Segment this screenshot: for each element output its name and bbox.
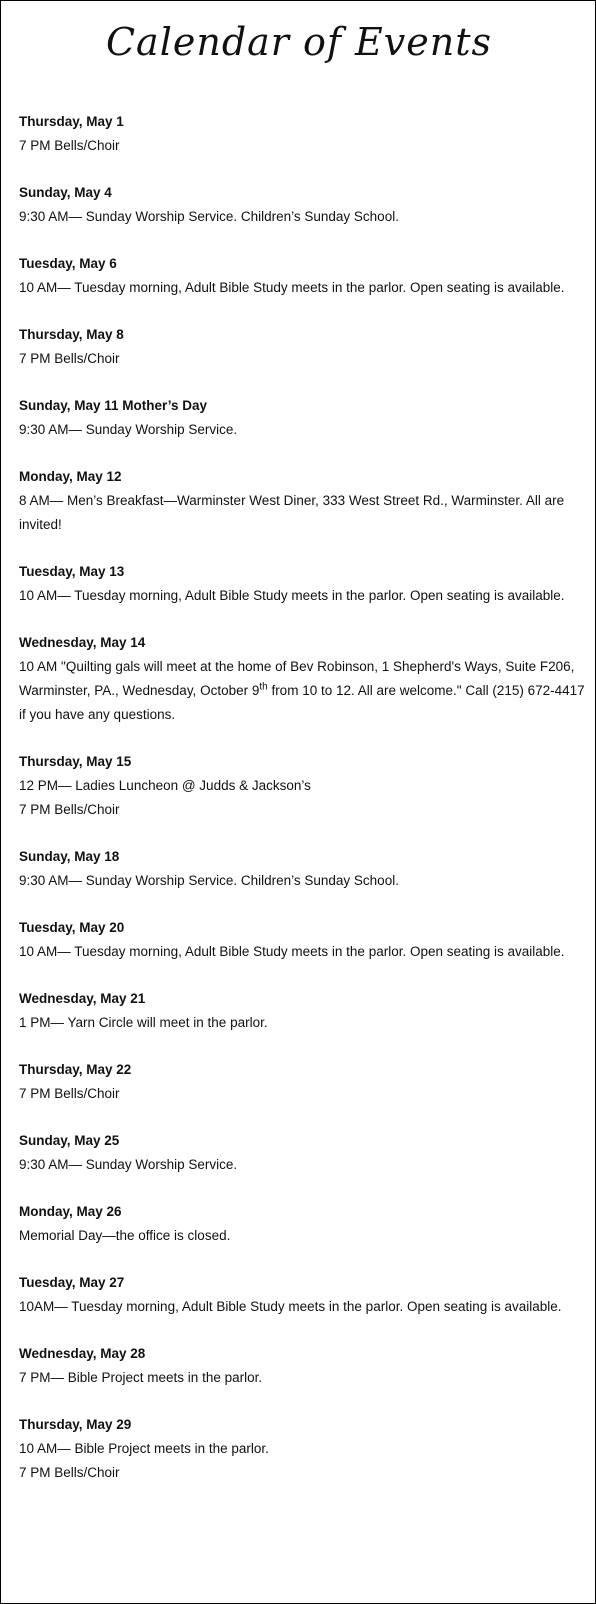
event-description: 10 AM— Tuesday morning, Adult Bible Study meets in the parlor. Open seating is available. bbox=[19, 588, 565, 603]
event-item bbox=[19, 916, 591, 964]
event-date: Thursday, May 29 bbox=[19, 1417, 132, 1432]
event-description: 9:30 AM— Sunday Worship Service. Children’s Sunday School. bbox=[19, 209, 399, 224]
event-date: Tuesday, May 27 bbox=[19, 1275, 125, 1290]
event-date: Thursday, May 1 bbox=[19, 114, 124, 129]
event-date: Wednesday, May 28 bbox=[19, 1346, 146, 1361]
ordinal-suffix: th bbox=[259, 681, 268, 693]
event-item bbox=[19, 1200, 591, 1248]
event-item bbox=[19, 987, 591, 1035]
event-description: 10 AM— Tuesday morning, Adult Bible Study meets in the parlor. Open seating is available. bbox=[19, 944, 565, 959]
event-item bbox=[19, 1129, 591, 1177]
event-date: Tuesday, May 13 bbox=[19, 564, 125, 579]
event-item bbox=[19, 1342, 591, 1390]
event-item bbox=[19, 1413, 591, 1485]
event-description: 8 AM— Men’s Breakfast—Warminster West Diner, 333 West Street Rd., Warminster. All are invited! bbox=[19, 493, 565, 532]
events-list bbox=[19, 110, 591, 1508]
event-item bbox=[19, 110, 591, 158]
event-description bbox=[19, 655, 591, 727]
event-item bbox=[19, 1271, 591, 1319]
event-date: Monday, May 26 bbox=[19, 1204, 122, 1219]
event-date: Thursday, May 8 bbox=[19, 327, 124, 342]
event-description: 10 AM— Bible Project meets in the parlor. bbox=[19, 1441, 269, 1456]
event-description: 10AM— Tuesday morning, Adult Bible Study meets in the parlor. Open seating is available. bbox=[19, 1299, 562, 1314]
event-description: 7 PM Bells/Choir bbox=[19, 802, 120, 817]
event-description: Memorial Day—the office is closed. bbox=[19, 1228, 231, 1243]
event-description: 9:30 AM— Sunday Worship Service. bbox=[19, 1157, 238, 1172]
event-description-text: 10 AM "Quilting gals will meet at the home of Bev Robinson, 1 Shepherd's Ways, Suite F206, Warminster, PA., Wednesday, October 9 bbox=[19, 659, 575, 698]
event-description: 12 PM— Ladies Luncheon @ Judds & Jackson’s bbox=[19, 778, 311, 793]
event-description: 10 AM— Tuesday morning, Adult Bible Study meets in the parlor. Open seating is available. bbox=[19, 280, 565, 295]
event-date: Sunday, May 18 bbox=[19, 849, 120, 864]
event-item bbox=[19, 750, 591, 822]
page-title: Calendar of Events bbox=[105, 20, 493, 64]
event-date: Sunday, May 11 Mother’s Day bbox=[19, 398, 208, 413]
event-item bbox=[19, 252, 591, 300]
event-item bbox=[19, 560, 591, 608]
event-description: 7 PM Bells/Choir bbox=[19, 351, 120, 366]
event-date: Wednesday, May 21 bbox=[19, 991, 146, 1006]
event-description: 9:30 AM— Sunday Worship Service. bbox=[19, 422, 238, 437]
event-date: Thursday, May 22 bbox=[19, 1062, 132, 1077]
event-description: 7 PM— Bible Project meets in the parlor. bbox=[19, 1370, 263, 1385]
event-date: Wednesday, May 14 bbox=[19, 635, 146, 650]
event-description: 7 PM Bells/Choir bbox=[19, 1086, 120, 1101]
event-item bbox=[19, 631, 591, 727]
event-item bbox=[19, 323, 591, 371]
event-date: Sunday, May 25 bbox=[19, 1133, 120, 1148]
event-description: 7 PM Bells/Choir bbox=[19, 138, 120, 153]
event-item bbox=[19, 1058, 591, 1106]
event-item bbox=[19, 181, 591, 229]
event-description: 9:30 AM— Sunday Worship Service. Children’s Sunday School. bbox=[19, 873, 399, 888]
event-description: 1 PM— Yarn Circle will meet in the parlor. bbox=[19, 1015, 268, 1030]
event-description: 7 PM Bells/Choir bbox=[19, 1465, 120, 1480]
event-date: Monday, May 12 bbox=[19, 469, 122, 484]
event-item bbox=[19, 845, 591, 893]
event-date: Thursday, May 15 bbox=[19, 754, 132, 769]
event-date: Sunday, May 4 bbox=[19, 185, 112, 200]
event-description-text: from 10 to 12. All are welcome." Call (215) 672-4417 if you have any questions. bbox=[19, 683, 585, 722]
event-date: Tuesday, May 20 bbox=[19, 920, 125, 935]
event-date: Tuesday, May 6 bbox=[19, 256, 117, 271]
event-item bbox=[19, 394, 591, 442]
event-item bbox=[19, 465, 591, 537]
